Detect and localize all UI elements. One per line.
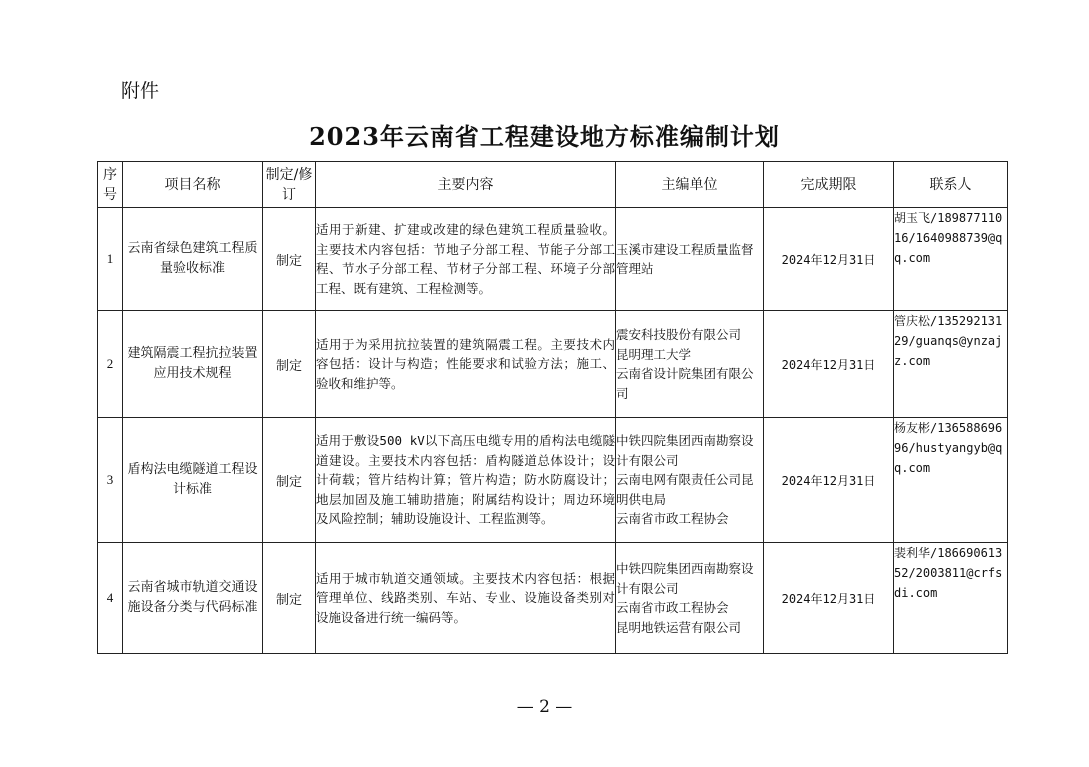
row-seq: 4 bbox=[98, 543, 123, 654]
row-deadline: 2024年12月31日 bbox=[764, 311, 894, 418]
row-deadline: 2024年12月31日 bbox=[764, 418, 894, 543]
header-contact: 联系人 bbox=[894, 162, 1008, 208]
table-row bbox=[98, 208, 1008, 311]
table-row bbox=[98, 311, 1008, 418]
row-name: 云南省绿色建筑工程质量验收标准 bbox=[123, 208, 263, 311]
row-type: 制定 bbox=[263, 208, 316, 311]
row-seq: 2 bbox=[98, 311, 123, 418]
row-deadline: 2024年12月31日 bbox=[764, 208, 894, 311]
row-contact: 管庆松/13529213129/guanqs@ynzajz.com bbox=[894, 311, 1008, 418]
header-unit: 主编单位 bbox=[616, 162, 764, 208]
row-seq: 1 bbox=[98, 208, 123, 311]
header-deadline: 完成期限 bbox=[764, 162, 894, 208]
row-content: 适用于新建、扩建或改建的绿色建筑工程质量验收。主要技术内容包括：节地子分部工程、节能子分部工程、节水子分部工程、节材子分部工程、环境子分部工程、既有建筑、工程检测等。 bbox=[316, 208, 616, 311]
row-type: 制定 bbox=[263, 543, 316, 654]
row-name: 盾构法电缆隧道工程设计标准 bbox=[123, 418, 263, 543]
row-type: 制定 bbox=[263, 311, 316, 418]
header-name: 项目名称 bbox=[123, 162, 263, 208]
row-contact: 裴利华/18669061352/2003811@crfsdi.com bbox=[894, 543, 1008, 654]
header-content: 主要内容 bbox=[316, 162, 616, 208]
table-row bbox=[98, 543, 1008, 654]
row-contact: 杨友彬/13658869696/hustyangyb@qq.com bbox=[894, 418, 1008, 543]
table-row bbox=[98, 418, 1008, 543]
row-content: 适用于城市轨道交通领域。主要技术内容包括：根据管理单位、线路类别、车站、专业、设施设备类别对设施设备进行统一编码等。 bbox=[316, 543, 616, 654]
row-content: 适用于敷设500 kV以下高压电缆专用的盾构法电缆隧道建设。主要技术内容包括：盾构隧道总体设计；设计荷载；管片结构计算；管片构造；防水防腐设计；地层加固及施工辅助措施；附属结构设计；周边环境及风险控制；辅助设施设计、工程监测等。 bbox=[316, 418, 616, 543]
row-unit: 中铁四院集团西南勘察设计有限公司 云南电网有限责任公司昆明供电局 云南省市政工程协会 bbox=[616, 418, 764, 543]
attachment-label: 附件 bbox=[121, 80, 160, 102]
row-name: 建筑隔震工程抗拉装置应用技术规程 bbox=[123, 311, 263, 418]
document-title: 2023年云南省工程建设地方标准编制计划 bbox=[309, 122, 780, 151]
row-deadline: 2024年12月31日 bbox=[764, 543, 894, 654]
header-seq: 序号 bbox=[98, 162, 123, 208]
plan-table bbox=[97, 161, 1008, 654]
row-content: 适用于为采用抗拉装置的建筑隔震工程。主要技术内容包括：设计与构造；性能要求和试验方法；施工、验收和维护等。 bbox=[316, 311, 616, 418]
header-type: 制定/修订 bbox=[263, 162, 316, 208]
page-number: — 2 — bbox=[516, 697, 573, 717]
row-name: 云南省城市轨道交通设施设备分类与代码标准 bbox=[123, 543, 263, 654]
row-unit: 震安科技股份有限公司 昆明理工大学 云南省设计院集团有限公司 bbox=[616, 311, 764, 418]
row-unit: 玉溪市建设工程质量监督管理站 bbox=[616, 208, 764, 311]
row-type: 制定 bbox=[263, 418, 316, 543]
row-contact: 胡玉飞/18987711016/1640988739@qq.com bbox=[894, 208, 1008, 311]
row-unit: 中铁四院集团西南勘察设计有限公司 云南省市政工程协会 昆明地铁运营有限公司 bbox=[616, 543, 764, 654]
row-seq: 3 bbox=[98, 418, 123, 543]
header-row bbox=[98, 162, 1008, 208]
